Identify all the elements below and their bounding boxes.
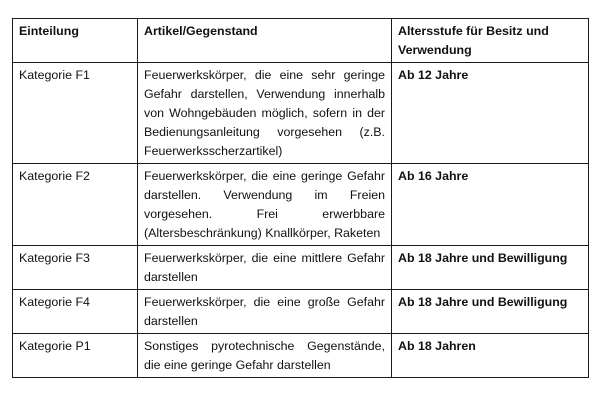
row-age: Ab 16 Jahre [392, 164, 589, 246]
row-age: Ab 18 Jahren [392, 334, 589, 378]
table-row [13, 246, 589, 290]
header-age: Altersstufe für Besitz und Verwendung [392, 19, 589, 63]
row-description: Feuerwerkskörper, die eine geringe Gefahr darstellen. Verwendung im Freien vorgesehen. Frei erwerbbare (Altersbeschränkung) Knallkörper, Raketen [138, 164, 392, 246]
row-age: Ab 18 Jahre und Bewilligung [392, 246, 589, 290]
row-age: Ab 12 Jahre [392, 63, 589, 164]
row-description: Feuerwerkskörper, die eine mittlere Gefahr darstellen [138, 246, 392, 290]
table-row [13, 290, 589, 334]
table-header-row [13, 19, 589, 63]
row-category: Kategorie P1 [13, 334, 138, 378]
table-container [12, 18, 588, 378]
row-category: Kategorie F1 [13, 63, 138, 164]
row-description: Feuerwerkskörper, die eine große Gefahr darstellen [138, 290, 392, 334]
table-row [13, 63, 589, 164]
header-item: Artikel/Gegenstand [138, 19, 392, 63]
row-category: Kategorie F4 [13, 290, 138, 334]
fireworks-category-table [12, 18, 589, 378]
table-row [13, 334, 589, 378]
row-age: Ab 18 Jahre und Bewilligung [392, 290, 589, 334]
header-category: Einteilung [13, 19, 138, 63]
row-category: Kategorie F3 [13, 246, 138, 290]
row-description: Sonstiges pyrotechnische Gegenstände, die eine geringe Gefahr darstellen [138, 334, 392, 378]
row-category: Kategorie F2 [13, 164, 138, 246]
table-row [13, 164, 589, 246]
row-description: Feuerwerkskörper, die eine sehr geringe Gefahr darstellen, Verwendung innerhalb von Wohngebäuden möglich, sofern in der Bedienungsanleitung vorgesehen (z.B. Feuerwerksscherzartikel) [138, 63, 392, 164]
